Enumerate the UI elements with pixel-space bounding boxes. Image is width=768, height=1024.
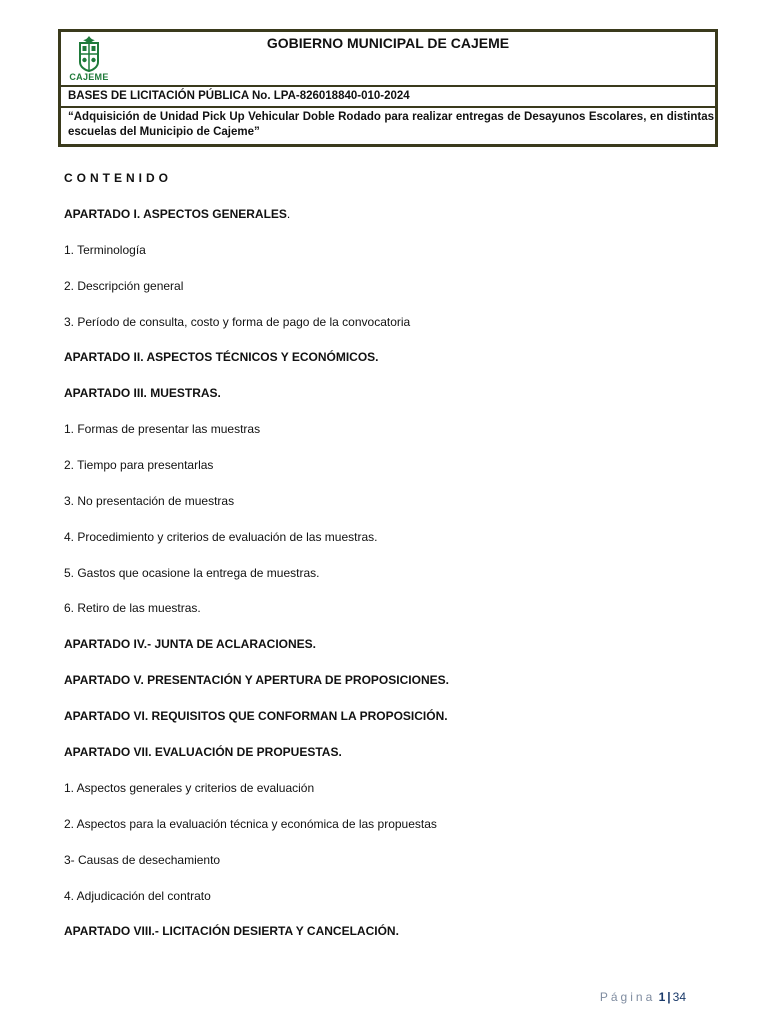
toc-item-terminologia: 1. Terminología <box>64 243 146 257</box>
header-bases-row <box>61 87 715 108</box>
toc-item-no-presentacion: 3. No presentación de muestras <box>64 494 235 508</box>
toc-item-desechamiento: 3- Causas de desechamiento <box>64 853 221 867</box>
toc-section-2: APARTADO II. ASPECTOS TÉCNICOS Y ECONÓMICOS. <box>64 350 379 364</box>
toc-item-aspectos-generales: 1. Aspectos generales y criterios de evaluación <box>64 781 315 795</box>
toc-item-formas: 1. Formas de presentar las muestras <box>64 422 261 436</box>
page-separator: | <box>667 990 671 1004</box>
toc-item-tiempo: 2. Tiempo para presentarlas <box>64 458 214 472</box>
toc-section-7: APARTADO VII. EVALUACIÓN DE PROPUESTAS. <box>64 745 342 759</box>
toc-section-1-suffix: . <box>286 207 291 221</box>
toc-section-8: APARTADO VIII.- LICITACIÓN DESIERTA Y CANCELACIÓN. <box>64 924 399 938</box>
logo-text: CAJEME <box>69 72 109 82</box>
contents-title: CONTENIDO <box>64 171 172 185</box>
tender-number: BASES DE LICITACIÓN PÚBLICA No. LPA-826018840-010-2024 <box>68 90 410 102</box>
toc-section-5: APARTADO V. PRESENTACIÓN Y APERTURA DE PROPOSICIONES. <box>64 673 449 687</box>
toc-item-retiro: 6. Retiro de las muestras. <box>64 601 201 615</box>
page-number <box>600 990 686 1004</box>
toc-item-adjudicacion: 4. Adjudicación del contrato <box>64 889 211 903</box>
toc-section-6: APARTADO VI. REQUISITOS QUE CONFORMAN LA PROPOSICIÓN. <box>64 709 448 723</box>
toc-section-4: APARTADO IV.- JUNTA DE ACLARACIONES. <box>64 637 317 651</box>
toc-section-3: APARTADO III. MUESTRAS. <box>64 386 221 400</box>
government-title: GOBIERNO MUNICIPAL DE CAJEME <box>266 35 510 51</box>
toc-item-periodo: 3. Período de consulta, costo y forma de pago de la convocatoria <box>64 315 411 329</box>
tender-subject: “Adquisición de Unidad Pick Up Vehicular Doble Rodado para realizar entregas de Desayunos Escolares, en distintas escuelas del Municipio de Cajeme” <box>68 111 714 138</box>
toc-item-descripcion: 2. Descripción general <box>64 279 184 293</box>
current-page: 1 <box>658 990 666 1004</box>
total-pages: 34 <box>672 990 686 1004</box>
toc-section-1-label: APARTADO I. ASPECTOS GENERALES <box>64 207 287 221</box>
toc-item-gastos: 5. Gastos que ocasione la entrega de muestras. <box>64 566 320 580</box>
toc-item-evaluacion-tecnica: 2. Aspectos para la evaluación técnica y económica de las propuestas <box>64 817 437 831</box>
header-title-row <box>61 32 715 87</box>
page-word: Página <box>599 990 656 1004</box>
header-subject-row <box>61 108 715 144</box>
document-header <box>58 29 718 147</box>
toc-section-1 <box>64 207 290 221</box>
toc-item-procedimiento: 4. Procedimiento y criterios de evaluación de las muestras. <box>64 530 378 544</box>
